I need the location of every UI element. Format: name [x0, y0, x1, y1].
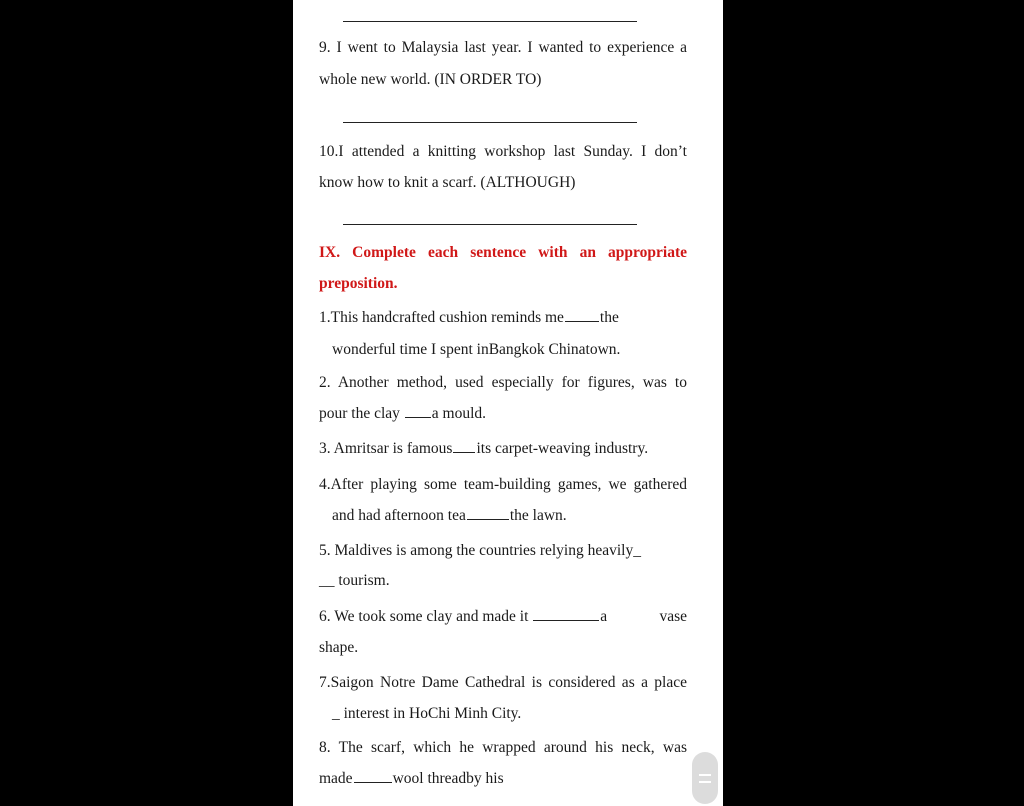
item-1-text: 1.This handcrafted cushion reminds me — [319, 309, 564, 326]
question-9-line-1: 9. I went to Malaysia last year. I wanted to experience a — [319, 39, 687, 56]
item-1-line-1 — [319, 308, 619, 328]
item-6-line-1 — [319, 607, 687, 627]
item-6-text-after: vase — [659, 608, 687, 625]
item-6-text: 6. We took some clay and made it — [319, 608, 533, 625]
blank — [533, 619, 599, 621]
item-6-text-mid: a — [600, 608, 608, 625]
item-4-line-1: 4.After playing some team-building games, we gathered — [319, 476, 687, 493]
section-heading: IX. Complete each sentence with an appropriate — [319, 244, 687, 261]
item-8-line-2 — [319, 769, 504, 789]
item-6-line-2: shape. — [319, 639, 359, 656]
blank — [467, 518, 509, 520]
item-3-text-after: its carpet-weaving industry. — [476, 440, 649, 457]
item-4-text: and had afternoon tea — [332, 507, 466, 524]
item-2-line-2 — [319, 404, 486, 424]
drag-handle-icon — [699, 774, 711, 783]
item-3-text: 3. Amritsar is famous — [319, 440, 453, 457]
item-3-line-1 — [319, 439, 648, 459]
section-heading-cont: preposition. — [319, 275, 398, 292]
blank — [453, 451, 475, 453]
blank — [565, 320, 599, 322]
item-2-text: pour the clay — [319, 405, 404, 422]
item-8-text-after: wool threadby his — [392, 770, 504, 787]
item-7-line-1: 7.Saigon Notre Dame Cathedral is considered as a place — [319, 674, 687, 691]
item-4-line-2 — [332, 506, 567, 526]
question-10-line-1: 10.I attended a knitting workshop last Sunday. I don’t — [319, 143, 687, 160]
item-5-line-1: 5. Maldives is among the countries relying heavily_ — [319, 542, 641, 559]
answer-line — [343, 224, 637, 225]
item-4-text-after: the lawn. — [509, 507, 567, 524]
item-1-line-2: wonderful time I spent inBangkok Chinatown. — [332, 341, 621, 358]
item-7-line-2: _ interest in HoChi Minh City. — [332, 705, 522, 722]
question-9-line-2: whole new world. (IN ORDER TO) — [319, 71, 542, 88]
item-5-line-2: __ tourism. — [319, 572, 390, 589]
item-8-text: made — [319, 770, 353, 787]
answer-line — [343, 122, 637, 123]
document-page — [293, 0, 723, 806]
blank — [405, 416, 431, 418]
blank — [354, 781, 392, 783]
question-10-line-2: know how to knit a scarf. (ALTHOUGH) — [319, 174, 576, 191]
item-2-line-1: 2. Another method, used especially for figures, was to — [319, 374, 687, 391]
scroll-handle[interactable] — [692, 752, 718, 804]
item-2-text-after: a mould. — [431, 405, 487, 422]
answer-line — [343, 21, 637, 22]
item-8-line-1: 8. The scarf, which he wrapped around his neck, was — [319, 739, 687, 756]
item-1-text-after: the — [599, 309, 619, 326]
